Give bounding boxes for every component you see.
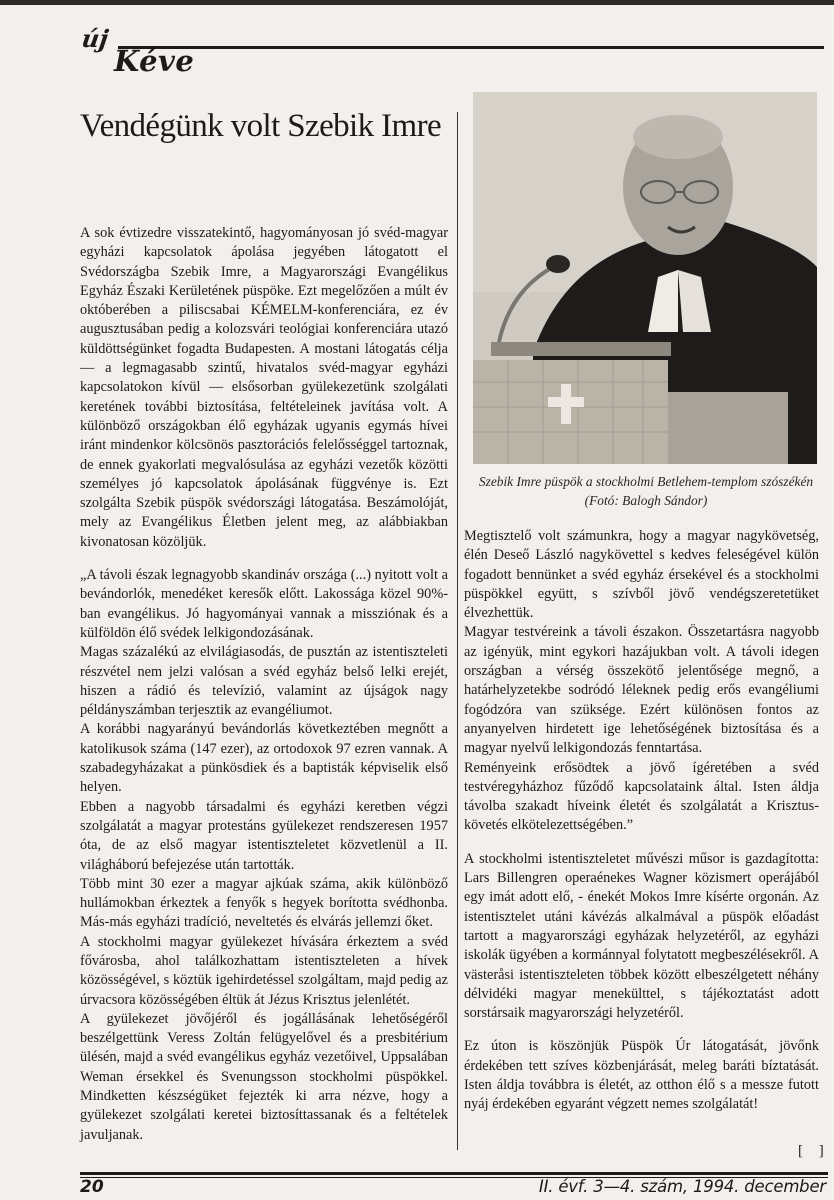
body-paragraph: Reményeink erősödtek a jövő ígéretében a svéd testvéregyházhoz fűződő kapcsolataink által. Isten áldja távolba szakadt híveink életét és szolgálatát a Krisztus-követés elkötelezettségében.” xyxy=(464,759,819,834)
body-paragraph: „A távoli észak legnagyobb skandináv országa (...) nyitott volt a bevándorlók, menedéket keresők előtt. Lakossága közel 90%-ban evangélikus. Jó hagyományai vannak a missziónak és a külföldön élő svédek lelkigondozásának. xyxy=(80,567,448,641)
masthead-logo: Kéve xyxy=(114,44,195,78)
body-paragraph: Több mint 30 ezer a magyar ajkúak száma, akik különböző hullámokban érkeztek a fenyők s hegyek borította svédhonba. Más-más egyházi tradíció, neveltetés és elvárás jellemzi őket. xyxy=(80,875,448,931)
body-paragraph: Megtisztelő volt számunkra, hogy a magyar nagykövetség, élén Deseő László nagykövettel s kedves feleségével külön fogadott bennünket a svéd egyház érsekével és a stockholmi püspökkel együtt, s szívből jövő vendégszeretetüket élvezhettük. xyxy=(464,528,819,622)
body-paragraph: A stockholmi magyar gyülekezet hívására érkeztem a svéd fővárosba, ahol találkozhattam istentiszteleten a hívek közösségével, s köztük igehirdetéssel szolgáltam, majd pedig az úrvacsora közösségében éltük át Jézus Krisztus jelenlétét. xyxy=(80,933,448,1008)
column-divider xyxy=(457,112,458,1150)
left-column xyxy=(80,224,448,1145)
issue-info: II. évf. 3—4. szám, 1994. december xyxy=(538,1177,826,1196)
photo-illustration xyxy=(473,92,817,464)
scan-top-border xyxy=(0,0,834,5)
end-of-article-mark: [ ] xyxy=(798,1143,830,1159)
body-paragraph: A korábbi nagyarányú bevándorlás következtében megnőtt a katolikusok száma (147 ezer), az ortodoxok 97 ezren vannak. A szabadegyházakat a pünkösdiek és a baptisták képviselik első helyen. xyxy=(80,721,448,796)
intro-paragraph: A sok évtizedre visszatekintő, hagyományosan jó svéd-magyar egyházi kapcsolatok ápolása jegyében látogatott el Svédországba Szebik Imre, a Magyarországi Evangélikus Egyház Északi Kerületének püspöke. Ezt megelőzően a múlt év októberében a piliscsabai KÉMELM-konferenciára, ez év augusztusában pedig a kolozsvári teológiai konferenciára utazó küldöttségünket fogadta Budapesten. A mostani látogatás célja — a legmagasabb szintű, hivatalos svéd-magyar egyházi kapcsolatokon kívül — elsősorban gyülekezetünk szolgálati keretének további biztosítása, feltételeinek javítása volt. A különböző országokban élő egyházak ugyanis egymás hívei iránt mindenkor kölcsönös pasztorációs felelősséggel tartoznak, de ennek gyakorlati megvalósulása az egyházi vezetők közötti személyes jó kapcsolatok ápolásának függvénye is. Ezt szolgálta Szebik püspök svédországi látogatása. Beszámolóját, mely az Evangélikus Életben jelent meg, az alábbiakban kivonatosan közöljük. xyxy=(80,225,448,550)
footer-rule xyxy=(80,1172,828,1175)
masthead-prefix: új xyxy=(79,24,111,53)
masthead-rule xyxy=(118,46,824,49)
body-paragraph: Ebben a nagyobb társadalmi és egyházi keretben végzi szolgálatát a magyar protestáns gyülekezet rendszeresen 1957 óta, de az első magyar istentiszteletet közvetlenül a II. világháború befejezése után tartották. xyxy=(80,798,448,873)
program-paragraph: A stockholmi istentiszteletet művészi műsor is gazdagította: Lars Billengren operaénekes Wagner közismert operájából egy imát adott elő, - énekét Mokos Imre kísérte orgonán. Az istentisztelet utáni kávézás alkalmával a püspök előadást tartott a magyarországi egyházak helyzetéről, az egyházi iskolák ügyében a kormánnyal folytatott megbeszélésekről. A västeråsi istentiszteleten többek között elbeszélgetett néhány délvidéki magyar menekülttel, s tájékoztatást adott sorstársaik magyarországi helyzetéről. xyxy=(464,850,819,1022)
body-paragraph: Magas százalékú az elvilágiasodás, de pusztán az istentiszteleti részvétel nem jelzi valósan a svéd egyház belső lelki erejét, hiszen a rádió és televízió, valamint az újságok nagy példányszámban terjesztik az evangéliumot. xyxy=(80,644,448,719)
closing-paragraph: Ez úton is köszönjük Püspök Úr látogatását, jövőnk érdekében tett szíves közbenjárását, meleg baráti bíztatását. Isten áldja továbbra is életét, az otthon élő s a messze futott nyáj érdekében egyaránt végzett nemes szolgálatát! xyxy=(464,1038,819,1113)
article-title: Vendégünk volt Szebik Imre xyxy=(80,108,442,144)
caption-text: Szebik Imre püspök a stockholmi Betlehem-templom szószékén xyxy=(478,474,814,489)
photo-caption xyxy=(466,472,826,510)
body-paragraph: Magyar testvéreink a távoli északon. Összetartásra nagyobb az igényük, mint egykori hazájukban volt. A távoli idegen országban a vérség összekötő jelentősége megnő, a határhelyzetekbe sodródó léleknek pedig erős evangéliumi fogódzóra van szüksége. Ezért különösen fontos az anyanyelven hirdetett ige lehetőségének biztosítása és a magyar nyelvű lelkigondozás fenntartása. xyxy=(464,624,819,757)
right-column xyxy=(464,527,819,1115)
bishop-photo xyxy=(473,92,817,464)
page-number: 20 xyxy=(80,1177,104,1197)
photo-credit: (Fotó: Balogh Sándor) xyxy=(584,493,708,508)
masthead xyxy=(78,22,828,82)
body-paragraph: A gyülekezet jövőjéről és jogállásának lehetőségéről beszélgettünk Veress Zoltán felügyelővel és a presbitérium ülésén, majd a svéd evangélikus egyház vezetőivel, Uppsalában Weman érsekkel és Svenungsson stockholmi püspökkel. Mindketten készségüket fejezték ki arra nézve, hogy a gyülekezet szolgálati keretei biztosíttassanak és a feltételek javuljanak. xyxy=(80,1010,448,1143)
